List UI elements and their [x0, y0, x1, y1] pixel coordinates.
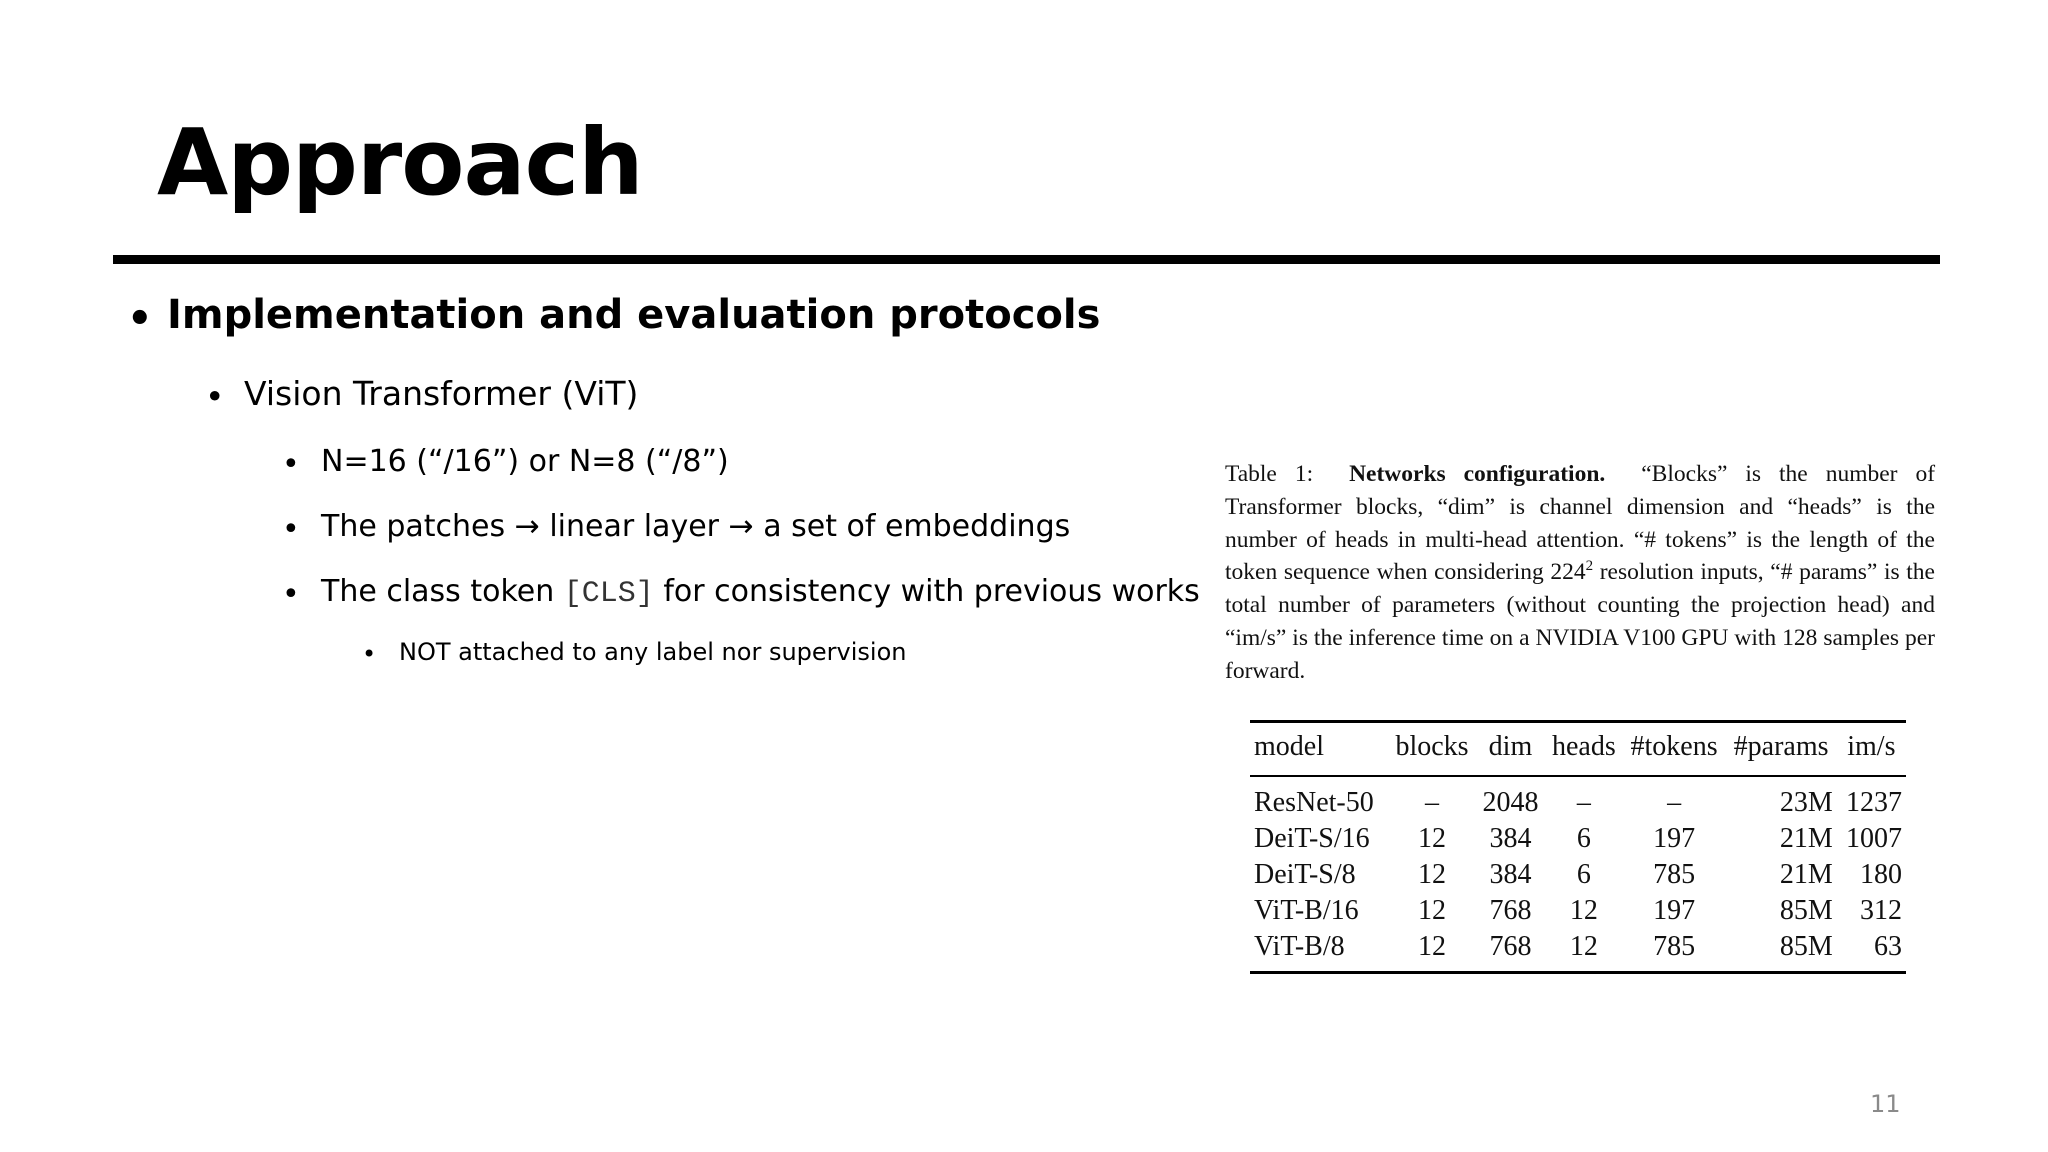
cell-tokens: 785	[1653, 859, 1696, 890]
cell-blocks: 12	[1418, 931, 1446, 962]
col-header-tokens: #tokens	[1630, 731, 1718, 762]
caption-bold: Networks configuration.	[1349, 461, 1606, 487]
cell-tokens: –	[1667, 787, 1682, 818]
cell-ims: 63	[1874, 931, 1902, 962]
cell-tokens: 197	[1653, 895, 1696, 926]
col-header-params: #params	[1733, 731, 1829, 762]
cell-tokens: 197	[1653, 823, 1696, 854]
cell-dim: 384	[1489, 859, 1532, 890]
caption-superscript: 2	[1585, 558, 1594, 575]
slide-title: Approach	[157, 109, 643, 216]
col-header-ims: im/s	[1847, 731, 1896, 762]
bullet-dot: •	[282, 512, 300, 547]
cell-ims: 1007	[1846, 823, 1902, 854]
col-header-blocks: blocks	[1395, 731, 1469, 762]
networks-configuration-table	[1250, 720, 1906, 974]
col-header-dim: dim	[1488, 731, 1533, 762]
bullet-dot: •	[205, 377, 225, 416]
cell-blocks: 12	[1418, 895, 1446, 926]
title-divider	[113, 255, 1940, 264]
cell-dim: 2048	[1482, 787, 1539, 818]
table-row	[1250, 776, 1906, 821]
bullet-dot: •	[362, 640, 377, 668]
bullet-dot: •	[282, 577, 300, 612]
cell-heads: 6	[1576, 859, 1591, 890]
bullet-implementation-protocols: Implementation and evaluation protocols	[167, 292, 1101, 338]
cell-params: 23M	[1779, 787, 1833, 818]
cell-params: 21M	[1779, 823, 1833, 854]
col-header-heads: heads	[1551, 731, 1616, 762]
bullet-class-token	[321, 574, 1200, 611]
bullet-no-supervision: NOT attached to any label nor supervision	[399, 638, 907, 666]
table-caption	[1225, 458, 1935, 688]
cell-heads: –	[1576, 787, 1591, 818]
col-header-model: model	[1254, 731, 1324, 762]
cell-dim: 768	[1489, 931, 1532, 962]
cell-dim: 384	[1489, 823, 1532, 854]
cell-ims: 180	[1860, 859, 1902, 890]
cell-ims: 312	[1860, 895, 1902, 926]
cell-model: ViT-B/8	[1254, 931, 1345, 962]
caption-text-2: resolution inputs, “# params” is the total number of parameters (without counting the projection head) and “im/s” is the inference time on a NVIDIA V100 GPU with 128 samples per forward.	[1225, 559, 1935, 684]
bullet-patch-embedding: The patches → linear layer → a set of embeddings	[321, 509, 1071, 544]
table-row	[1250, 857, 1906, 893]
cell-heads: 6	[1576, 823, 1591, 854]
cell-dim: 768	[1489, 895, 1532, 926]
caption-text-1: “Blocks” is the number of Transformer blocks, “dim” is channel dimension and “heads” is the number of heads in multi-head attention. “# tokens” is the length of the token sequence when considering 224	[1225, 461, 1936, 586]
cell-tokens: 785	[1653, 931, 1696, 962]
bullet-patch-size: N=16 (“/16”) or N=8 (“/8”)	[321, 444, 729, 479]
cell-heads: 12	[1569, 931, 1598, 962]
cell-blocks: –	[1425, 787, 1439, 818]
bullet-dot: •	[127, 296, 153, 342]
cell-heads: 12	[1569, 895, 1598, 926]
bullet-dot: •	[282, 447, 300, 482]
class-token-prefix: The class token	[321, 574, 555, 609]
table-row	[1250, 821, 1906, 857]
cls-code: [CLS]	[563, 577, 654, 611]
class-token-suffix: for consistency with previous works	[663, 574, 1200, 609]
bullet-vision-transformer: Vision Transformer (ViT)	[244, 374, 639, 413]
page-number: 11	[1870, 1090, 1901, 1118]
cell-model: ViT-B/16	[1254, 895, 1359, 926]
cell-params: 85M	[1779, 931, 1833, 962]
table-row	[1250, 929, 1906, 973]
caption-label: Table 1:	[1225, 461, 1314, 487]
table-header-row	[1250, 722, 1906, 777]
cell-params: 21M	[1779, 859, 1833, 890]
cell-model: DeiT-S/8	[1254, 859, 1356, 890]
cell-model: ResNet-50	[1254, 787, 1374, 818]
cell-blocks: 12	[1418, 859, 1446, 890]
cell-blocks: 12	[1418, 823, 1446, 854]
table-row	[1250, 893, 1906, 929]
cell-ims: 1237	[1846, 787, 1902, 818]
cell-model: DeiT-S/16	[1254, 823, 1370, 854]
cell-params: 85M	[1779, 895, 1833, 926]
table-figure	[1225, 458, 1935, 688]
